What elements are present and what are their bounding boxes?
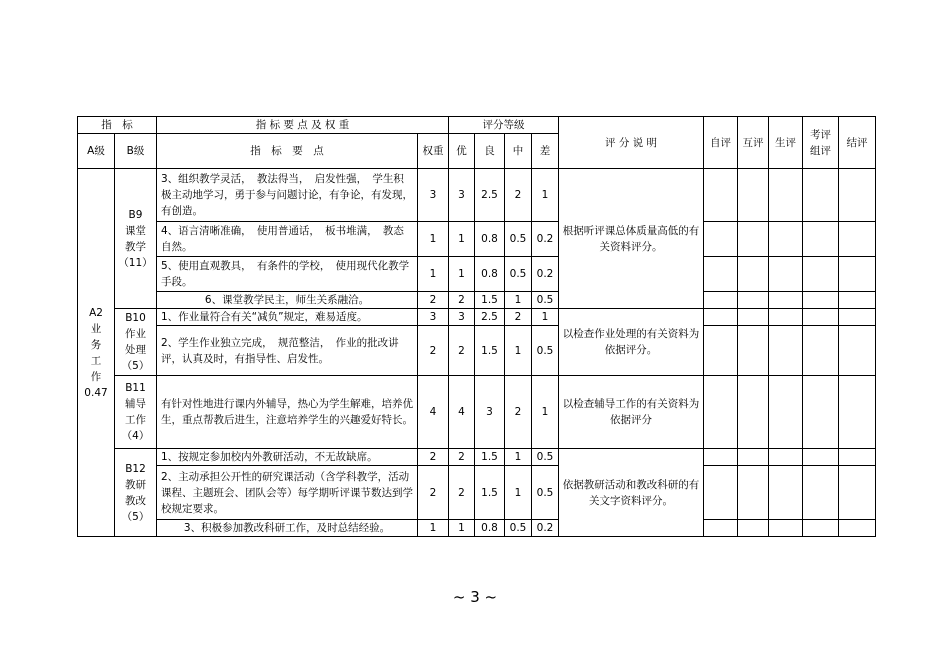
grade-cha: 0.2 <box>532 222 559 257</box>
criterion-text: 6、课堂教学民主，师生关系融洽。 <box>157 292 418 309</box>
grade-zhong: 1 <box>505 326 532 376</box>
score-cell[interactable] <box>769 466 803 520</box>
score-cell[interactable] <box>839 520 876 537</box>
a-item-cell <box>78 169 115 537</box>
criterion-text: 5、使用直观教具， 有条件的学校， 使用现代化教学手段。 <box>157 257 418 292</box>
evaluation-table <box>77 116 876 537</box>
header-grade: 中 <box>505 134 532 169</box>
score-cell[interactable] <box>738 169 769 222</box>
score-cell[interactable] <box>704 309 738 326</box>
score-cell[interactable] <box>704 449 738 466</box>
a-item-name: 业务工作 <box>90 322 102 383</box>
header-grade: 良 <box>475 134 505 169</box>
score-cell[interactable] <box>704 292 738 309</box>
scoring-note: 以检查作业处理的有关资料为依据评分。 <box>559 309 704 376</box>
criterion-weight: 2 <box>418 466 449 520</box>
grade-cha: 0.5 <box>532 326 559 376</box>
grade-you: 2 <box>449 449 475 466</box>
score-cell[interactable] <box>738 376 769 449</box>
score-cell[interactable] <box>769 326 803 376</box>
header-yaodian-quanzhong: 指 标 要 点 及 权 重 <box>157 117 449 134</box>
score-cell[interactable] <box>769 520 803 537</box>
header-evaluator: 结评 <box>839 117 876 169</box>
grade-you: 2 <box>449 326 475 376</box>
criterion-weight: 1 <box>418 520 449 537</box>
score-cell[interactable] <box>769 376 803 449</box>
score-cell[interactable] <box>704 257 738 292</box>
header-a-level: A级 <box>78 134 115 169</box>
grade-cha: 0.2 <box>532 520 559 537</box>
score-cell[interactable] <box>769 222 803 257</box>
b-item-code: B10 <box>125 312 146 324</box>
grade-zhong: 0.5 <box>505 520 532 537</box>
a-item-code: A2 <box>89 306 103 319</box>
grade-zhong: 1 <box>505 466 532 520</box>
score-cell[interactable] <box>738 449 769 466</box>
criterion-weight: 2 <box>418 292 449 309</box>
score-cell[interactable] <box>803 169 839 222</box>
header-grade: 优 <box>449 134 475 169</box>
grade-you: 2 <box>449 466 475 520</box>
criterion-weight: 2 <box>418 326 449 376</box>
grade-zhong: 1 <box>505 449 532 466</box>
score-cell[interactable] <box>704 376 738 449</box>
b-item-name: 课堂教学 <box>125 224 146 253</box>
criterion-text: 3、组织教学灵活， 教法得当， 启发性强， 学生积极主动地学习，勇于参与问题讨论，有争论，有发现，有创造。 <box>157 169 418 222</box>
header-grade: 差 <box>532 134 559 169</box>
score-cell[interactable] <box>738 309 769 326</box>
b-item-cell <box>115 309 157 376</box>
grade-you: 1 <box>449 520 475 537</box>
grade-cha: 0.5 <box>532 466 559 520</box>
score-cell[interactable] <box>769 257 803 292</box>
header-evaluator: 互评 <box>738 117 769 169</box>
b-item-cell <box>115 449 157 537</box>
grade-zhong: 0.5 <box>505 257 532 292</box>
score-cell[interactable] <box>769 449 803 466</box>
grade-zhong: 2 <box>505 169 532 222</box>
criterion-text: 4、语言清晰准确， 使用普通话， 板书堆满， 教态自然。 <box>157 222 418 257</box>
score-cell[interactable] <box>704 222 738 257</box>
criterion-weight: 1 <box>418 257 449 292</box>
score-cell[interactable] <box>769 169 803 222</box>
score-cell[interactable] <box>839 326 876 376</box>
score-cell[interactable] <box>704 326 738 376</box>
header-pingfen-shuoming: 评 分 说 明 <box>559 117 704 169</box>
b-item-score: （5） <box>121 510 150 523</box>
grade-zhong: 0.5 <box>505 222 532 257</box>
grade-liang: 1.5 <box>475 466 505 520</box>
score-cell[interactable] <box>803 309 839 326</box>
grade-you: 1 <box>449 257 475 292</box>
score-cell[interactable] <box>803 257 839 292</box>
scoring-note: 以检查辅导工作的有关资料为依据评分 <box>559 376 704 449</box>
b-item-code: B9 <box>128 208 143 221</box>
b-item-name: 教研教改 <box>125 478 146 507</box>
score-cell[interactable] <box>803 292 839 309</box>
header-evaluator: 自评 <box>704 117 738 169</box>
score-cell[interactable] <box>769 292 803 309</box>
grade-cha: 1 <box>532 309 559 326</box>
grade-you: 4 <box>449 376 475 449</box>
score-cell[interactable] <box>839 222 876 257</box>
score-cell[interactable] <box>803 520 839 537</box>
b-item-cell <box>115 376 157 449</box>
score-cell[interactable] <box>839 466 876 520</box>
criterion-weight: 3 <box>418 309 449 326</box>
scoring-note: 根据听评课总体质量高低的有关资料评分。 <box>559 169 704 309</box>
grade-you: 1 <box>449 222 475 257</box>
criterion-text: 3、积极参加教改科研工作，及时总结经验。 <box>157 520 418 537</box>
a-item-weight: 0.47 <box>84 386 108 399</box>
grade-cha: 1 <box>532 169 559 222</box>
b-item-name: 辅导工作 <box>125 398 146 426</box>
score-cell[interactable] <box>839 309 876 326</box>
score-cell[interactable] <box>839 449 876 466</box>
criterion-text: 1、作业量符合有关“减负”规定，难易适度。 <box>157 309 418 326</box>
grade-liang: 1.5 <box>475 292 505 309</box>
header-pingfen-dengji: 评分等级 <box>449 117 559 134</box>
grade-cha: 0.5 <box>532 292 559 309</box>
grade-liang: 0.8 <box>475 222 505 257</box>
score-cell[interactable] <box>839 376 876 449</box>
grade-liang: 1.5 <box>475 326 505 376</box>
score-cell[interactable] <box>738 520 769 537</box>
score-cell[interactable] <box>803 222 839 257</box>
grade-you: 3 <box>449 309 475 326</box>
grade-liang: 1.5 <box>475 449 505 466</box>
grade-liang: 2.5 <box>475 169 505 222</box>
score-cell[interactable] <box>839 257 876 292</box>
grade-zhong: 2 <box>505 376 532 449</box>
criterion-weight: 1 <box>418 222 449 257</box>
grade-zhong: 2 <box>505 309 532 326</box>
score-cell[interactable] <box>738 466 769 520</box>
header-zhibiao: 指 标 <box>78 117 157 134</box>
scoring-note: 依据教研活动和教改科研的有关文字资料评分。 <box>559 449 704 537</box>
grade-you: 2 <box>449 292 475 309</box>
grade-cha: 0.5 <box>532 449 559 466</box>
grade-liang: 0.8 <box>475 520 505 537</box>
score-cell[interactable] <box>738 292 769 309</box>
criterion-text: 2、主动承担公开性的研究课活动（含学科教学，活动课程、主题班会、团队会等）每学期听评课节数达到学校规定要求。 <box>157 466 418 520</box>
score-cell[interactable] <box>803 376 839 449</box>
score-cell[interactable] <box>839 292 876 309</box>
grade-liang: 3 <box>475 376 505 449</box>
score-cell[interactable] <box>803 466 839 520</box>
header-evaluator: 考评组评 <box>803 117 839 169</box>
score-cell[interactable] <box>769 309 803 326</box>
b-item-score: （5） <box>121 360 150 372</box>
b-item-name: 作业处理 <box>125 328 146 356</box>
score-cell[interactable] <box>738 222 769 257</box>
score-cell[interactable] <box>803 326 839 376</box>
b-item-score: （11） <box>118 256 153 269</box>
b-item-code: B12 <box>125 462 146 475</box>
criterion-weight: 3 <box>418 169 449 222</box>
criterion-text: 有针对性地进行课内外辅导，热心为学生解难，培养优生，重点帮教后进生，注意培养学生的兴趣爱好特长。 <box>157 376 418 449</box>
grade-zhong: 1 <box>505 292 532 309</box>
criterion-weight: 2 <box>418 449 449 466</box>
score-cell[interactable] <box>803 449 839 466</box>
header-quanzhong: 权重 <box>418 134 449 169</box>
header-b-level: B级 <box>115 134 157 169</box>
page-number: ~ 3 ~ <box>452 588 498 606</box>
b-item-cell <box>115 169 157 309</box>
header-yaodian: 指 标 要 点 <box>157 134 418 169</box>
score-cell[interactable] <box>704 169 738 222</box>
b-item-code: B11 <box>125 382 146 394</box>
score-cell[interactable] <box>738 326 769 376</box>
criterion-weight: 4 <box>418 376 449 449</box>
criterion-text: 1、按规定参加校内外教研活动，不无故缺席。 <box>157 449 418 466</box>
criterion-text: 2、学生作业独立完成， 规范整洁， 作业的批改讲评，认真及时，有指导性、启发性。 <box>157 326 418 376</box>
b-item-score: （4） <box>121 430 150 442</box>
grade-liang: 0.8 <box>475 257 505 292</box>
grade-liang: 2.5 <box>475 309 505 326</box>
score-cell[interactable] <box>704 466 738 520</box>
score-cell[interactable] <box>839 169 876 222</box>
header-evaluator: 生评 <box>769 117 803 169</box>
grade-you: 3 <box>449 169 475 222</box>
grade-cha: 1 <box>532 376 559 449</box>
grade-cha: 0.2 <box>532 257 559 292</box>
score-cell[interactable] <box>738 257 769 292</box>
score-cell[interactable] <box>704 520 738 537</box>
